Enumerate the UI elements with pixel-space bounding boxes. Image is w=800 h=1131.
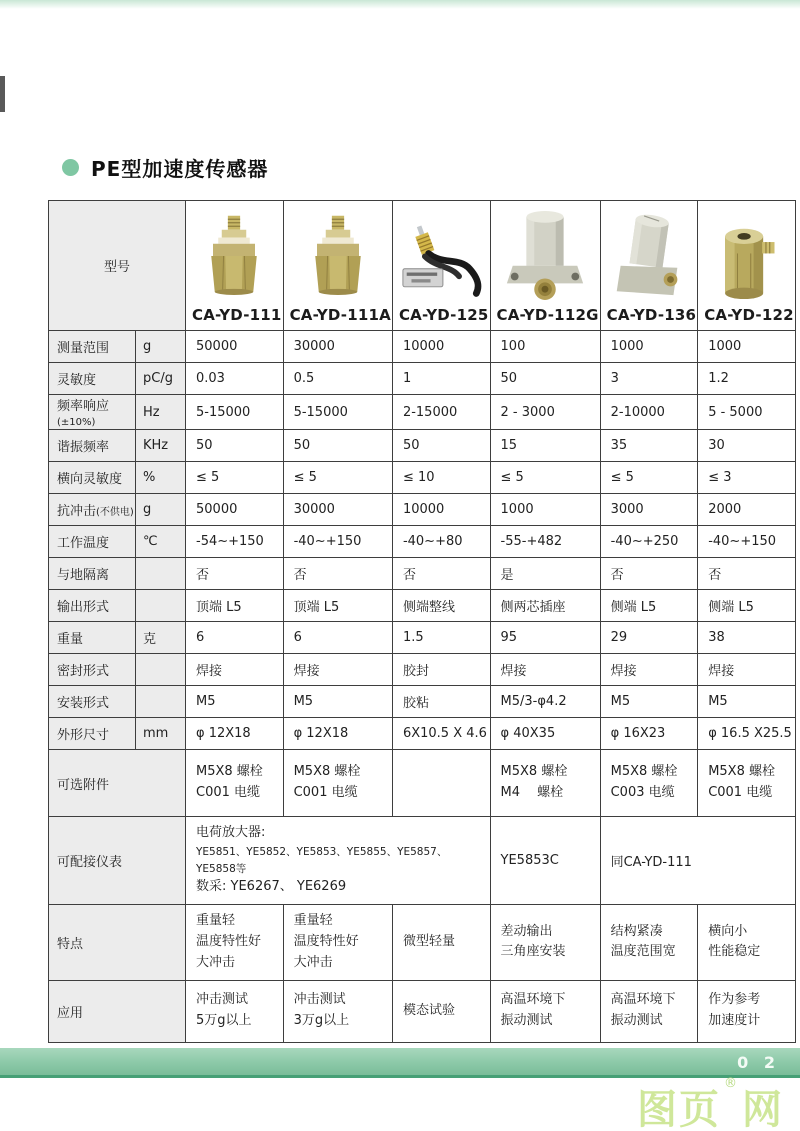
row-label-text: 密封形式 [57, 664, 110, 679]
cell-line: 高温环境下 [610, 992, 676, 1008]
row-label [49, 590, 136, 622]
sensor-photo-brass-cylinder-icon [699, 205, 794, 303]
spec-cell: 侧两芯插座 [490, 590, 600, 622]
watermark-logo [637, 1078, 784, 1131]
spec-cell: 50 [283, 430, 392, 462]
spec-cell: 同CA-YD-111 [600, 817, 795, 905]
cell-line: 微型轻量 [402, 933, 455, 949]
spec-cell [283, 905, 392, 980]
cell-line: M5X8 螺栓 [293, 764, 361, 780]
spec-cell [283, 980, 392, 1042]
spec-cell: 否 [698, 558, 796, 590]
spec-cell: 6 [186, 622, 284, 654]
row-unit [136, 590, 186, 622]
row-label: 应用 [49, 980, 186, 1042]
spec-cell: 50 [186, 430, 284, 462]
watermark-text: 图页 [637, 1087, 721, 1131]
spec-cell: 38 [698, 622, 796, 654]
spec-cell: M5/3-φ4.2 [490, 686, 600, 718]
spec-cell [392, 905, 490, 980]
spec-cell: 焊接 [600, 654, 698, 686]
row-label-text: 与地隔离 [57, 568, 110, 583]
top-edge-strip [0, 0, 800, 9]
row-label-text: 输出形式 [57, 600, 110, 615]
cell-line: M4 螺栓 [500, 785, 564, 800]
sensor-photo-steel-cylinder-icon [602, 205, 697, 303]
spec-cell: ≤ 5 [490, 462, 600, 494]
spec-cell: ≤ 3 [698, 462, 796, 494]
row-label: 可配接仪表 [49, 817, 186, 905]
cell-line: C001 电缆 [293, 785, 358, 800]
spec-cell: φ 12X18 [186, 718, 284, 750]
row-unit: Hz [136, 395, 186, 430]
spec-table [48, 200, 796, 1043]
cell-line: 数采: YE6267、 YE6269 [196, 879, 347, 895]
table-row [49, 654, 796, 686]
row-label-text: 测量范围 [57, 341, 110, 356]
spec-cell: 3 [600, 363, 698, 395]
spec-cell: 15 [490, 430, 600, 462]
spec-cell: -40~+250 [600, 526, 698, 558]
cell-line: M5X8 螺栓 [708, 764, 775, 780]
section-title [62, 153, 268, 182]
spec-cell: -55-+482 [490, 526, 600, 558]
table-row [49, 590, 796, 622]
cell-line: 振动测试 [500, 1013, 553, 1029]
table-row [49, 430, 796, 462]
model-column-ca-yd-136 [600, 201, 698, 331]
spec-cell [600, 980, 698, 1042]
spec-cell [490, 980, 600, 1042]
cell-line: 温度范围宽 [610, 944, 676, 960]
spec-cell: 5 - 5000 [698, 395, 796, 430]
spec-cell: φ 12X18 [283, 718, 392, 750]
spec-cell: 否 [283, 558, 392, 590]
spec-cell: M5 [698, 686, 796, 718]
row-label [49, 494, 136, 526]
row-label [49, 622, 136, 654]
sensor-photo-brass-hex-icon [285, 205, 391, 303]
spec-cell: -40~+80 [392, 526, 490, 558]
spec-cell: 焊接 [283, 654, 392, 686]
cell-line: 大冲击 [196, 954, 236, 970]
table-row [49, 462, 796, 494]
model-header-cell: 型号 [49, 201, 186, 331]
row-label-note: (不供电) [96, 507, 134, 518]
spec-cell: M5 [283, 686, 392, 718]
model-column-ca-yd-122 [698, 201, 796, 331]
spec-cell: 焊接 [186, 654, 284, 686]
row-label [49, 430, 136, 462]
spec-cell: 1000 [490, 494, 600, 526]
spec-cell: 0.03 [186, 363, 284, 395]
instruments-span-cell [186, 817, 491, 905]
row-label-text: 频率响应 [57, 399, 110, 414]
cell-line: 冲击测试 [293, 992, 346, 1008]
model-header-row [49, 201, 796, 331]
row-unit: ℃ [136, 526, 186, 558]
spec-cell: -40~+150 [283, 526, 392, 558]
table-row [49, 558, 796, 590]
spec-cell: 10000 [392, 494, 490, 526]
spec-cell: 3000 [600, 494, 698, 526]
spec-cell: 顶端 L5 [186, 590, 284, 622]
spec-cell [392, 980, 490, 1042]
page-number: 0 2 [737, 1053, 780, 1072]
spec-cell: 1000 [600, 331, 698, 363]
spec-cell: ≤ 5 [600, 462, 698, 494]
row-label-text: 谐振频率 [57, 440, 110, 455]
spec-cell: 否 [392, 558, 490, 590]
row-unit: KHz [136, 430, 186, 462]
cell-line: M5X8 螺栓 [500, 764, 568, 780]
row-label [49, 558, 136, 590]
cell-line: 加速度计 [708, 1013, 761, 1029]
spec-cell: 0.5 [283, 363, 392, 395]
spec-cell: φ 40X35 [490, 718, 600, 750]
spec-cell: 侧端 L5 [600, 590, 698, 622]
row-label: 特点 [49, 905, 186, 980]
row-label [49, 331, 136, 363]
spec-cell [600, 750, 698, 817]
model-name: CA-YD-112G [496, 306, 599, 324]
spec-cell: 95 [490, 622, 600, 654]
spec-cell: 30000 [283, 331, 392, 363]
row-unit: 克 [136, 622, 186, 654]
spec-cell: -54~+150 [186, 526, 284, 558]
model-column-ca-yd-112g [490, 201, 600, 331]
cell-line: 大冲击 [293, 954, 333, 970]
row-unit: pC/g [136, 363, 186, 395]
spec-cell [698, 905, 796, 980]
cell-line: M5X8 螺栓 [196, 764, 263, 780]
spec-cell: 100 [490, 331, 600, 363]
cell-line: 电荷放大器: [196, 825, 266, 840]
sensor-photo-flange-base-icon [492, 205, 599, 303]
spec-cell: 胶封 [392, 654, 490, 686]
spec-cell: 侧端 L5 [698, 590, 796, 622]
cell-line: 结构紧凑 [610, 923, 663, 939]
row-label-text: 灵敏度 [57, 373, 97, 388]
spec-cell [600, 905, 698, 980]
spec-cell: 1 [392, 363, 490, 395]
left-edge-tab [0, 76, 5, 112]
spec-cell: 35 [600, 430, 698, 462]
table-row [49, 622, 796, 654]
registered-mark-icon: ® [724, 1076, 739, 1091]
row-label [49, 526, 136, 558]
spec-cell: 1.2 [698, 363, 796, 395]
spec-cell: 1000 [698, 331, 796, 363]
model-name: CA-YD-136 [606, 306, 697, 324]
cell-line: 性能稳定 [708, 944, 761, 960]
model-name: CA-YD-111 [192, 306, 282, 324]
cell-line: C003 电缆 [610, 785, 675, 800]
spec-cell: φ 16X23 [600, 718, 698, 750]
row-label-note: (±10%) [57, 417, 96, 428]
spec-cell: -40~+150 [698, 526, 796, 558]
row-label-text: 重量 [57, 632, 84, 647]
model-name: CA-YD-125 [398, 306, 489, 324]
cell-line: 高温环境下 [500, 992, 566, 1008]
spec-cell: 5-15000 [186, 395, 284, 430]
row-unit: g [136, 494, 186, 526]
spec-cell: ≤ 5 [283, 462, 392, 494]
table-row [49, 494, 796, 526]
page-title: PE型加速度传感器 [91, 157, 269, 181]
row-label-text: 抗冲击 [57, 504, 97, 519]
spec-cell: 2-10000 [600, 395, 698, 430]
spec-cell: 胶粘 [392, 686, 490, 718]
cell-line: C001 电缆 [708, 785, 773, 800]
row-unit [136, 558, 186, 590]
spec-cell: 50000 [186, 494, 284, 526]
spec-cell: 50 [392, 430, 490, 462]
spec-cell: M5 [186, 686, 284, 718]
spec-cell: 50000 [186, 331, 284, 363]
row-label: 可选附件 [49, 750, 186, 817]
sensor-photo-connector-cable-icon [394, 205, 489, 303]
table-row [49, 395, 796, 430]
spec-cell [490, 750, 600, 817]
spec-cell: YE5853C [490, 817, 600, 905]
spec-cell: 2000 [698, 494, 796, 526]
row-label [49, 654, 136, 686]
row-unit [136, 654, 186, 686]
table-row [49, 526, 796, 558]
spec-cell: 否 [600, 558, 698, 590]
model-column-ca-yd-111a [283, 201, 392, 331]
cell-line: 作为参考 [708, 992, 761, 1008]
spec-cell: 焊接 [490, 654, 600, 686]
row-unit [136, 686, 186, 718]
cell-line: 3万g以上 [293, 1013, 350, 1029]
cell-line: 冲击测试 [196, 992, 249, 1008]
model-column-ca-yd-111 [186, 201, 284, 331]
cell-line: 三角座安装 [500, 944, 566, 960]
spec-cell [186, 980, 284, 1042]
spec-cell [698, 980, 796, 1042]
features-row [49, 905, 796, 980]
cell-line: YE5851、YE5852、YE5853、YE5855、YE5857、YE5858等 [196, 845, 448, 875]
row-label-text: 工作温度 [57, 536, 110, 551]
model-column-ca-yd-125 [392, 201, 490, 331]
applications-row [49, 980, 796, 1042]
spec-cell: 焊接 [698, 654, 796, 686]
spec-cell: 6X10.5 X 4.6 [392, 718, 490, 750]
spec-cell: 2-15000 [392, 395, 490, 430]
row-label-text: 外形尺寸 [57, 728, 110, 743]
model-name: CA-YD-122 [704, 306, 794, 324]
watermark-text: 网 [742, 1087, 784, 1131]
cell-line: 模态试验 [402, 1002, 455, 1018]
row-unit: % [136, 462, 186, 494]
accessories-row [49, 750, 796, 817]
spec-cell: 10000 [392, 331, 490, 363]
row-unit: g [136, 331, 186, 363]
cell-line: 振动测试 [610, 1013, 663, 1029]
spec-cell: 30000 [283, 494, 392, 526]
spec-cell [186, 905, 284, 980]
row-label [49, 363, 136, 395]
spec-cell: 6 [283, 622, 392, 654]
model-name: CA-YD-111A [289, 306, 391, 324]
row-label [49, 686, 136, 718]
cell-line: 重量轻 [196, 913, 236, 929]
row-label-text: 横向灵敏度 [57, 472, 123, 487]
spec-cell [698, 750, 796, 817]
spec-cell-empty [392, 750, 490, 817]
cell-line: 差动输出 [500, 923, 553, 939]
cell-line: 5万g以上 [196, 1013, 252, 1029]
table-row [49, 718, 796, 750]
table-row [49, 331, 796, 363]
spec-cell: 否 [186, 558, 284, 590]
cell-line: C001 电缆 [196, 785, 261, 800]
spec-cell [490, 905, 600, 980]
cell-line: 温度特性好 [196, 933, 262, 949]
row-label [49, 462, 136, 494]
table-row [49, 363, 796, 395]
row-label [49, 395, 136, 430]
row-label-text: 安装形式 [57, 696, 110, 711]
spec-cell: M5 [600, 686, 698, 718]
spec-cell: 侧端整线 [392, 590, 490, 622]
spec-cell: 29 [600, 622, 698, 654]
cell-line: 温度特性好 [293, 933, 359, 949]
cell-line: M5X8 螺栓 [610, 764, 678, 780]
row-label [49, 718, 136, 750]
spec-cell: 2 - 3000 [490, 395, 600, 430]
bullet-dot-icon [62, 159, 79, 176]
sensor-photo-brass-hex-icon [187, 205, 282, 303]
spec-cell [186, 750, 284, 817]
cell-line: 横向小 [708, 923, 748, 939]
cell-line: 重量轻 [293, 913, 333, 929]
spec-cell: 50 [490, 363, 600, 395]
spec-cell: 5-15000 [283, 395, 392, 430]
spec-cell [283, 750, 392, 817]
footer-bar [0, 1048, 800, 1078]
spec-cell: φ 16.5 X25.5 [698, 718, 796, 750]
spec-cell: ≤ 10 [392, 462, 490, 494]
spec-cell: ≤ 5 [186, 462, 284, 494]
spec-cell: 是 [490, 558, 600, 590]
instruments-row [49, 817, 796, 905]
spec-cell: 1.5 [392, 622, 490, 654]
row-unit: mm [136, 718, 186, 750]
table-row [49, 686, 796, 718]
spec-cell: 顶端 L5 [283, 590, 392, 622]
spec-cell: 30 [698, 430, 796, 462]
